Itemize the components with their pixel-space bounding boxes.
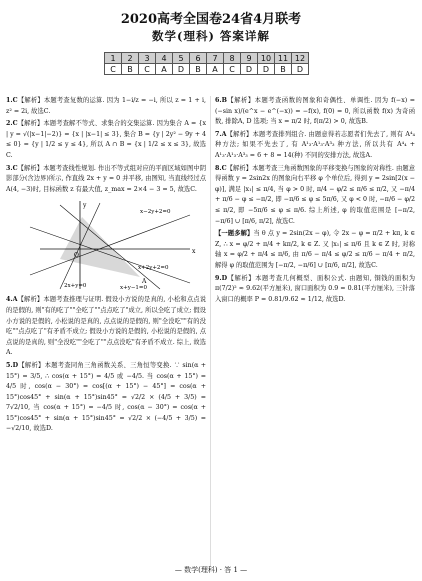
answer-letter-cell: D bbox=[173, 64, 190, 75]
solution-text: 【解析】本题考查复数的运算. 因为 1−i/z = −i, 所以 z = 1 + i, z² = 2i, 故选C. bbox=[6, 97, 206, 115]
left-column bbox=[6, 96, 206, 437]
column-divider bbox=[210, 96, 211, 566]
y-axis-label: y bbox=[83, 202, 87, 210]
answer-letter-cell: B bbox=[122, 64, 139, 75]
solution-text: 【解析】本题考查线性规划. 作出不等式组对应的平面区域如图中阴影部分(含边界)所示, 作直线 2x + y = 0 并平移, 由图知, 当直线经过点 A(4, −3)时, 目标函数 z 有最大值, z_max = 2×4 − 3 = 5, 故选C. bbox=[6, 164, 206, 193]
page-subtitle: 数学(理科) 答案详解 bbox=[152, 29, 270, 43]
solution-number: 3.C bbox=[6, 164, 18, 172]
solution-item bbox=[6, 295, 206, 359]
solution-number: 5.D bbox=[6, 361, 19, 369]
answer-number-cell: 11 bbox=[275, 53, 292, 64]
solution-text: 【解析】本题考查几何概型、面积公式. 由题知, 铜钱的面积为 π(7/2)² ≈ 9.62(平方厘米), 窗口面积为 0.9 = 0.81(平方厘米), 三针落入窗口的概率 P = 0.81/9.62 ≈ 1/12, 故选D. bbox=[215, 274, 415, 303]
answer-letter-cell: B bbox=[275, 64, 292, 75]
answer-number-cell: 10 bbox=[258, 53, 275, 64]
solution-item bbox=[215, 164, 415, 228]
solution-number: 9.D bbox=[215, 274, 228, 282]
answer-letter-cell: D bbox=[241, 64, 258, 75]
solution-text: 当 θ 点 y = 2sin(2x − φ), 令 2x − φ = π/2 + kπ, k ∈ Z, ∴ x = φ/2 + π/4 + kπ/2, k ∈ Z. 又 |x₁| ≤ π/6 且 k ∈ Z 时, 对称轴 x = φ/2 + π/4 ≤ π/6, 由 π/6 − π/4 ≤ φ/2 ≤ π/6 − π/4 + π/2, 解得 φ 的取值范围为 [−π/2, −π/6] ∪ [π/6, π/2], 故选C. bbox=[215, 230, 415, 269]
answer-number-cell: 2 bbox=[122, 53, 139, 64]
solution-text: 【解析】本题考查推理与证明. 假设小方说的是真的, 小松和点点说的是假的, 则"有的吃了""全吃了""点点吃了"成立, 所以全吃了成立; 假设小方说的是假的, 小松说的是真的, 点点说的是假的, 则"全没吃""有的没吃""点点吃了"有矛盾不成立; 假设小方说的是假的, 小松说的是假的, 点点说的是真的, 则"全没吃""全吃了""点点没吃"有矛盾不成立. 综上, 故选A. bbox=[6, 296, 206, 357]
graph-line-2 bbox=[30, 227, 190, 286]
page-footer: — 数学(理科) · 答 1 — bbox=[174, 566, 248, 574]
answer-number-cell: 6 bbox=[190, 53, 207, 64]
point-a-label: A bbox=[142, 278, 147, 286]
line2-label: x+2y+2=0 bbox=[138, 265, 169, 272]
answer-number-cell: 3 bbox=[139, 53, 156, 64]
answer-letter-cell: C bbox=[224, 64, 241, 75]
solution-item bbox=[6, 119, 206, 161]
right-column bbox=[215, 96, 415, 307]
solution-item bbox=[6, 361, 206, 435]
line4-label: x+y−1=0 bbox=[120, 285, 148, 292]
answer-letter-cell: D bbox=[292, 64, 309, 75]
answer-table-numbers-row bbox=[105, 53, 309, 64]
solution-text: 【解析】本题考查排列组合. 由题意得若志愿者们先去了, 则有 A⁴₄ 种方法; 如果不先去了, 有 A¹₃·A¹₃·A³₃ 种方法, 所以共有 A⁴₄ + A¹₃·A¹₃·A³₃ = 6 + 8 = 14(种) 不同的安排方法, 故选A. bbox=[215, 130, 415, 159]
solution-number: 8.C bbox=[215, 164, 227, 172]
answer-letter-cell: B bbox=[190, 64, 207, 75]
solution-number: 7.A bbox=[215, 130, 227, 138]
answer-number-cell: 9 bbox=[241, 53, 258, 64]
answer-letter-cell: C bbox=[105, 64, 122, 75]
solution-text: 【解析】本题考查同角三角函数关系、三角恒等变换. ∵ sin(α + 15°) = 3/5, ∴ cos(α + 15°) = 4/5 或 −4/5. 当 cos(α + 15°) = 4/5 时, cos(α − 30°) = cos[(α + 15°) − 45°] = cos(α + 15°)cos45° + sin(α + 15°)sin45° = √2/2 × (4/5 + 3/5) = 7√2/10, 当 cos(α + 15°) = −4/5 时, cos(α − 30°) = cos(α + 15°)cos45° + sin(α + 15°)sin45° = √2/2 × (−4/5 + 3/5) = −√2/10, 故选D. bbox=[6, 361, 206, 433]
answer-number-cell: 7 bbox=[207, 53, 224, 64]
solution-item bbox=[215, 229, 415, 271]
solution-text: 【解析】本题考查解不等式、求集合的交集运算. 因为集合 A = {x | y = √(|x−1|−2)} = {x | |x−1| ≤ 3}, 集合 B = {y | 2y² − 9y + 4 ≤ 0} = {y | 1/2 ≤ y ≤ 4}, 所以 A ∩ B = {x | 1/2 ≤ x ≤ 3}, 故选C. bbox=[6, 120, 206, 159]
answer-letter-cell: A bbox=[207, 64, 224, 75]
solution-number: 1.C bbox=[6, 97, 18, 104]
solution-number: 【一题多解】 bbox=[215, 230, 254, 238]
solution-number: 2.C bbox=[6, 120, 18, 128]
solution-item bbox=[215, 274, 415, 306]
answer-number-cell: 1 bbox=[105, 53, 122, 64]
line1-label: x−2y+2=0 bbox=[140, 209, 171, 216]
answer-number-cell: 5 bbox=[173, 53, 190, 64]
solution-item bbox=[215, 130, 415, 162]
feasible-region bbox=[60, 217, 140, 277]
solution-text: 【解析】本题考查三角函数图象的平移变换与图象的对称性. 由题意得函数 y = 2sin2x 的图象向右平移 φ 个单位后, 得到 y = 2sin[2(x − φ)], 满足 |x₁| ≤ π/4, 当 φ > 0 时, π/4 − φ/2 ≤ π/6 ≤ π/2, 又 −π/4 + π/6 − φ ≤ −π/2, 即 −π/6 ≤ φ ≤ 5π/6, 又 φ < 0 时, −π/6 − φ/2 ≤ π/2, 即 −5π/6 ≤ φ ≤ π/6. 综上所述, φ 的取值范围是 [−π/2, −π/6] ∪ [π/6, π/2], 故选C. bbox=[215, 164, 415, 225]
solution-item bbox=[215, 96, 415, 128]
answer-letter-cell: C bbox=[139, 64, 156, 75]
solution-number: 4.A bbox=[6, 296, 18, 304]
solution-item bbox=[6, 96, 206, 117]
answer-number-cell: 12 bbox=[292, 53, 309, 64]
answer-number-cell: 4 bbox=[156, 53, 173, 64]
answer-letter-cell: A bbox=[156, 64, 173, 75]
linear-programming-graph bbox=[20, 197, 200, 293]
answer-letter-cell: D bbox=[258, 64, 275, 75]
answer-table-answers-row bbox=[105, 64, 309, 75]
page-title: 2020高考全国卷24省4月联考 bbox=[120, 12, 302, 27]
line3-label: 2x+y=0 bbox=[64, 283, 87, 290]
answer-table bbox=[104, 52, 309, 75]
answer-number-cell: 8 bbox=[224, 53, 241, 64]
x-axis-label: x bbox=[192, 248, 196, 256]
solution-number: 6.B bbox=[215, 97, 227, 104]
solution-text: 【解析】本题考查函数的图象和奇偶性、单调性. 因为 f(−x) = (−sin x)/(e^x − e^(−x)) = −f(x), f(0) = 0, 所以函数 f(x) 为奇函数, 排除A, D 选项; 当 x = π/2 时, f(π/2) > 0, 故选B. bbox=[215, 97, 415, 126]
origin-label: O bbox=[74, 252, 79, 260]
solution-item bbox=[6, 164, 206, 196]
